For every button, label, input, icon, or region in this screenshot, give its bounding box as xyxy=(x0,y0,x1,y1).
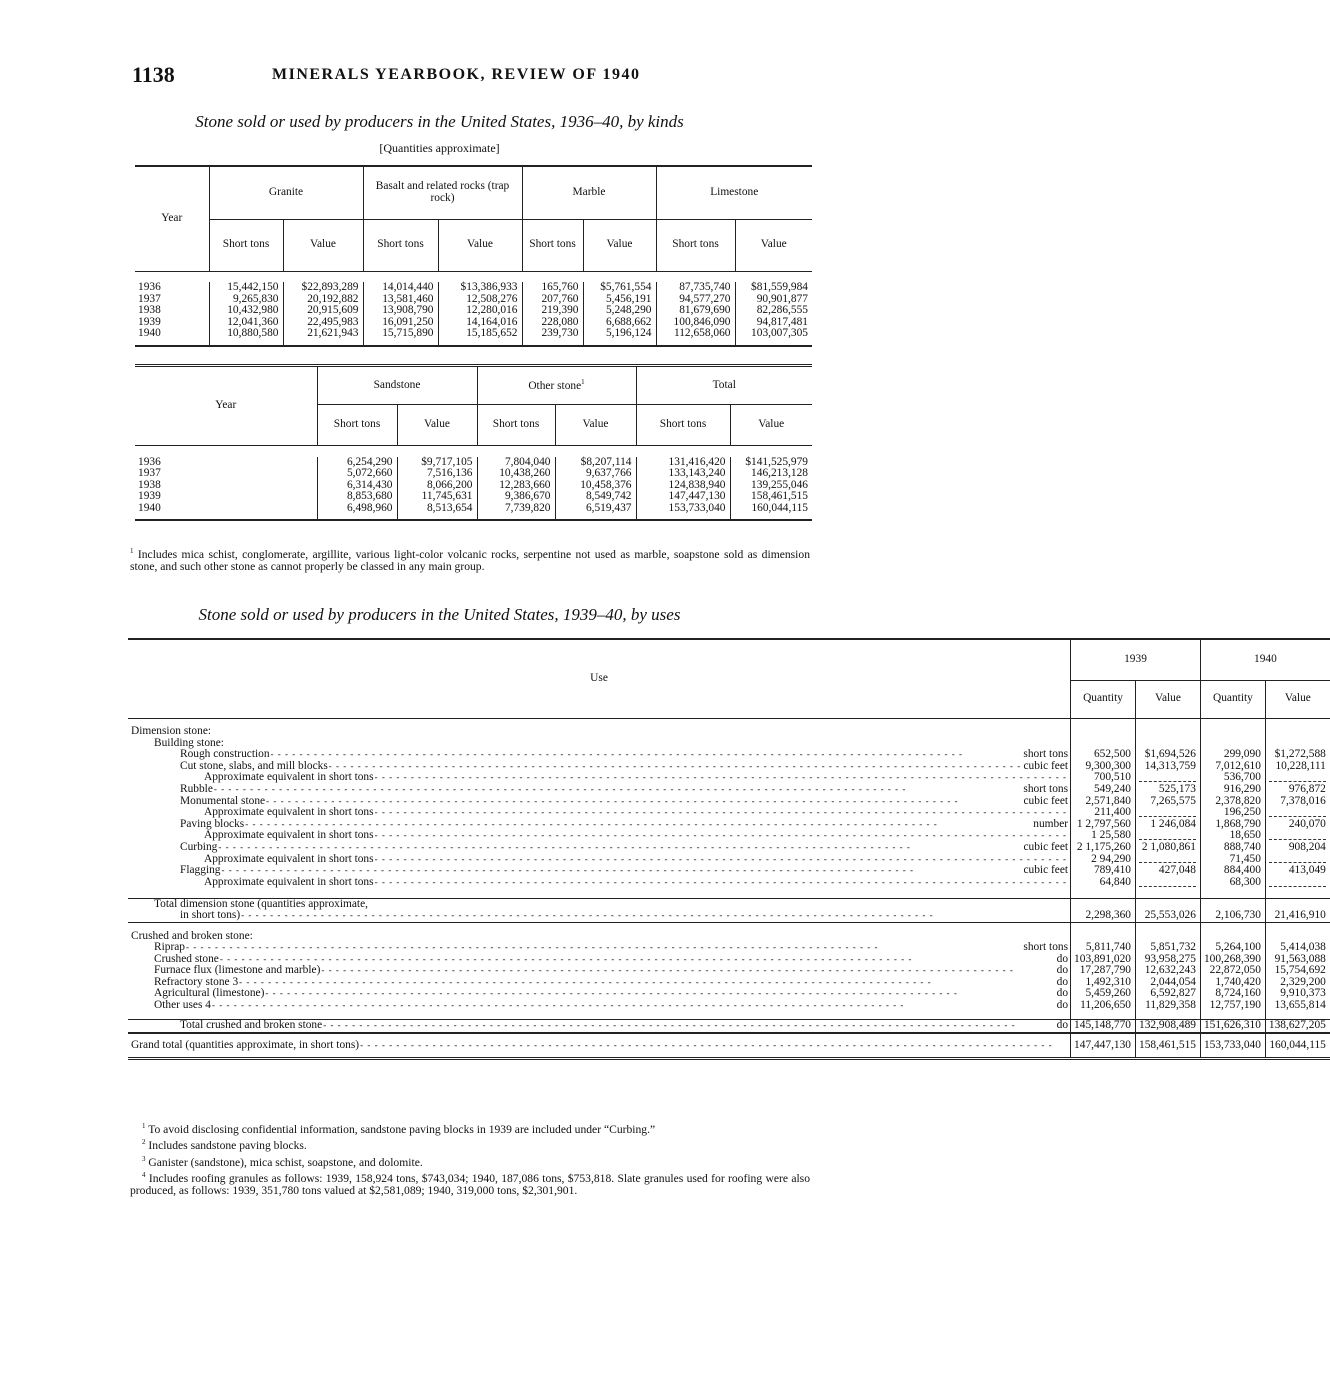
unit-label: do xyxy=(1056,952,1069,965)
total-dim-qty-1940: 2,106,730 xyxy=(1200,910,1265,922)
use-label-text: Approximate equivalent in short tons xyxy=(204,806,374,819)
data-cell: 13,655,814 xyxy=(1265,1000,1329,1012)
data-cell: 90,901,877 xyxy=(735,294,812,306)
use-label-text: Other uses 4 xyxy=(154,999,211,1012)
data-cell: 94,577,270 xyxy=(656,294,735,306)
granite-header: Granite xyxy=(209,166,363,219)
data-cell: 103,891,020 xyxy=(1071,954,1136,966)
data-cell: 16,091,250 xyxy=(363,317,438,329)
data-cell: 652,500 xyxy=(1071,749,1136,761)
data-cell: 15,442,150 xyxy=(209,282,283,294)
year-cell: 1939 xyxy=(138,490,161,503)
use-label-text: Approximate equivalent in short tons xyxy=(204,852,374,865)
data-cell: 2 94,290 xyxy=(1071,854,1136,866)
empty-cell-dash xyxy=(1269,855,1326,863)
table-row xyxy=(128,1000,1330,1012)
total-dim-val-1940: 21,416,910 xyxy=(1265,910,1329,922)
data-cell: 6,498,960 xyxy=(317,503,397,515)
data-cell: 139,255,046 xyxy=(730,480,812,492)
empty-cell-dash xyxy=(1139,832,1196,840)
basalt-value-header: Value xyxy=(438,219,522,271)
empty-cell-dash xyxy=(1139,809,1196,817)
data-cell: 2,329,200 xyxy=(1265,977,1329,989)
unit-label: short tons xyxy=(1023,941,1069,954)
table-row xyxy=(135,503,812,515)
unit-label: do xyxy=(1056,987,1069,1000)
building-stone-heading: Building stone: xyxy=(154,736,224,749)
data-cell: 5,248,290 xyxy=(583,305,656,317)
total-crushed-qty-1940: 151,626,310 xyxy=(1200,1020,1265,1033)
unit-label: do xyxy=(1056,999,1069,1012)
grand-qty-1939: 147,447,130 xyxy=(1071,1033,1136,1059)
data-cell: 7,265,575 xyxy=(1136,796,1201,808)
use-label-text: Cut stone, slabs, and mill blocks xyxy=(180,759,328,772)
data-cell: 87,735,740 xyxy=(656,282,735,294)
use-label-text: Curbing xyxy=(180,840,218,853)
data-cell xyxy=(1136,877,1201,889)
data-cell: 8,066,200 xyxy=(397,480,477,492)
basalt-header: Basalt and related rocks (trap rock) xyxy=(363,166,522,219)
footnote-mark: 2 xyxy=(142,1138,146,1147)
use-label-text: Flagging xyxy=(180,864,221,877)
data-cell: 160,044,115 xyxy=(730,503,812,515)
empty-cell-dash xyxy=(1139,855,1196,863)
data-cell: 10,228,111 xyxy=(1265,761,1329,773)
data-cell: 64,840 xyxy=(1071,877,1136,889)
data-cell: 100,846,090 xyxy=(656,317,735,329)
data-cell: 5,196,124 xyxy=(583,328,656,340)
data-cell: 5,264,100 xyxy=(1200,942,1265,954)
data-cell: 158,461,515 xyxy=(730,491,812,503)
data-cell: 207,760 xyxy=(522,294,583,306)
unit-label: number xyxy=(1033,817,1069,830)
use-label-text: Approximate equivalent in short tons xyxy=(204,771,374,784)
empty-cell-dash xyxy=(1269,832,1326,840)
empty-cell-dash xyxy=(1269,809,1326,817)
data-cell xyxy=(1265,807,1329,819)
table-uses-1939-40 xyxy=(128,638,1330,1060)
unit-label: cubic feet xyxy=(1023,840,1069,853)
total-dim-val-1939: 25,553,026 xyxy=(1136,910,1201,922)
use-label-text: Crushed stone xyxy=(154,952,219,965)
unit-label: cubic feet xyxy=(1023,759,1069,772)
data-cell: 219,390 xyxy=(522,305,583,317)
data-cell: 12,041,360 xyxy=(209,317,283,329)
data-cell: 146,213,128 xyxy=(730,468,812,480)
data-cell: 413,049 xyxy=(1265,865,1329,877)
data-cell: 22,872,050 xyxy=(1200,965,1265,977)
data-cell: $22,893,289 xyxy=(283,282,363,294)
use-header: Use xyxy=(128,639,1071,718)
total-crushed-qty-1939: 145,148,770 xyxy=(1071,1020,1136,1033)
data-cell: 14,014,440 xyxy=(363,282,438,294)
footnote-mark: 4 xyxy=(142,1171,146,1180)
table-row xyxy=(135,282,812,294)
unit-label: do xyxy=(1056,975,1069,988)
data-cell: 71,450 xyxy=(1200,854,1265,866)
data-cell: 916,290 xyxy=(1200,784,1265,796)
grand-total-label: Grand total (quantities approximate, in short tons) - - - xyxy=(131,1040,1068,1052)
data-cell: 13,581,460 xyxy=(363,294,438,306)
footnote-mark: 1 xyxy=(142,1122,146,1130)
table1-subtitle: [Quantities approximate] xyxy=(379,141,500,155)
data-cell: 8,853,680 xyxy=(317,491,397,503)
unit-label: cubic feet xyxy=(1023,864,1069,877)
data-cell: 68,300 xyxy=(1200,877,1265,889)
unit-label: do xyxy=(1056,964,1069,977)
data-cell: 6,314,430 xyxy=(317,480,397,492)
data-cell: 14,164,016 xyxy=(438,317,522,329)
data-cell: 11,206,650 xyxy=(1071,1000,1136,1012)
year-cell: 1936 xyxy=(138,281,161,293)
data-cell: 133,143,240 xyxy=(636,468,730,480)
data-cell: $81,559,984 xyxy=(735,282,812,294)
table-kinds-1936-40-continued xyxy=(135,364,812,521)
data-cell: 21,621,943 xyxy=(283,328,363,340)
data-cell: 1,740,420 xyxy=(1200,977,1265,989)
other-stone-label: Other stone xyxy=(528,379,582,392)
data-cell: 18,650 xyxy=(1200,830,1265,842)
table2-footnote xyxy=(130,545,810,574)
limestone-value-header: Value xyxy=(735,219,812,271)
data-cell: 124,838,940 xyxy=(636,480,730,492)
year-cell: 1938 xyxy=(138,304,161,317)
data-cell: 7,378,016 xyxy=(1265,796,1329,808)
data-cell: 8,724,160 xyxy=(1200,988,1265,1000)
data-cell: 15,185,652 xyxy=(438,328,522,340)
year-cell: 1938 xyxy=(138,478,161,491)
data-cell: 103,007,305 xyxy=(735,328,812,340)
footnote-text: Includes mica schist, conglomerate, argillite, various light-color volcanic rocks, serpentine not used as marble, soapstone sold as dimension stone, and such other stone as cannot properly be classed in any main group. xyxy=(130,547,810,574)
running-title: MINERALS YEARBOOK, REVIEW OF 1940 xyxy=(272,66,641,83)
data-cell: 239,730 xyxy=(522,328,583,340)
table-row xyxy=(128,865,1330,877)
data-cell: 5,811,740 xyxy=(1071,942,1136,954)
data-cell: 11,829,358 xyxy=(1136,1000,1201,1012)
val-1940-header: Value xyxy=(1265,680,1329,718)
year-cell: 1940 xyxy=(138,327,161,340)
data-cell: 1,492,310 xyxy=(1071,977,1136,989)
total-header: Total xyxy=(636,366,812,405)
use-label-text: Agricultural (limestone) xyxy=(154,987,265,1000)
use-label xyxy=(128,965,1071,977)
data-cell: 6,519,437 xyxy=(555,503,636,515)
footnote xyxy=(130,1169,810,1198)
data-cell: $1,694,526 xyxy=(1136,749,1201,761)
empty-cell-dash xyxy=(1269,774,1326,782)
data-cell: 20,915,609 xyxy=(283,305,363,317)
data-cell: 15,754,692 xyxy=(1265,965,1329,977)
year-1939-header: 1939 xyxy=(1071,639,1201,680)
other-value-header: Value xyxy=(555,405,636,446)
other-stone-footnote-ref: 1 xyxy=(581,377,585,386)
data-cell: 228,080 xyxy=(522,317,583,329)
crushed-stone-heading: Crushed and broken stone: xyxy=(131,929,253,942)
footnote-mark: 3 xyxy=(142,1154,146,1163)
marble-header: Marble xyxy=(522,166,656,219)
data-cell: 299,090 xyxy=(1200,749,1265,761)
total-crushed-val-1940: 138,627,205 xyxy=(1265,1020,1329,1033)
data-cell: 7,739,820 xyxy=(477,503,555,515)
data-cell: 165,760 xyxy=(522,282,583,294)
data-cell: 11,745,631 xyxy=(397,491,477,503)
data-cell: 6,254,290 xyxy=(317,457,397,469)
data-cell: 5,459,260 xyxy=(1071,988,1136,1000)
data-cell: 536,700 xyxy=(1200,772,1265,784)
total-value-header: Value xyxy=(730,405,812,446)
data-cell: 94,817,481 xyxy=(735,317,812,329)
year-cell: 1937 xyxy=(138,292,161,305)
data-cell: 789,410 xyxy=(1071,865,1136,877)
use-label xyxy=(128,772,1071,784)
data-cell: 1 246,084 xyxy=(1136,819,1201,831)
data-cell: $8,207,114 xyxy=(555,457,636,469)
data-cell: 211,400 xyxy=(1071,807,1136,819)
table3-title: Stone sold or used by producers in the United States, 1939–40, by uses xyxy=(198,605,681,624)
empty-cell-dash xyxy=(1139,879,1196,887)
data-cell: 9,637,766 xyxy=(555,468,636,480)
data-cell: 12,757,190 xyxy=(1200,1000,1265,1012)
use-label-text: Monumental stone xyxy=(180,794,266,807)
data-cell: 700,510 xyxy=(1071,772,1136,784)
other-stone-header xyxy=(477,366,636,405)
data-cell: 100,268,390 xyxy=(1200,954,1265,966)
footnote xyxy=(130,1136,810,1152)
granite-tons-header: Short tons xyxy=(209,219,283,271)
unit-label: short tons xyxy=(1023,748,1069,761)
grand-val-1940: 160,044,115 xyxy=(1265,1033,1329,1059)
data-cell: $9,717,105 xyxy=(397,457,477,469)
table1-title: Stone sold or used by producers in the United States, 1936–40, by kinds xyxy=(195,112,684,131)
basalt-tons-header: Short tons xyxy=(363,219,438,271)
qty-1940-header: Quantity xyxy=(1200,680,1265,718)
data-cell: 2,571,840 xyxy=(1071,796,1136,808)
data-cell: 17,287,790 xyxy=(1071,965,1136,977)
data-cell: 9,386,670 xyxy=(477,491,555,503)
data-cell: 22,495,983 xyxy=(283,317,363,329)
footnote xyxy=(130,1153,810,1169)
year-1940-header: 1940 xyxy=(1200,639,1329,680)
year-cell: 1936 xyxy=(138,455,161,468)
unit-label: short tons xyxy=(1023,782,1069,795)
data-cell: 10,438,260 xyxy=(477,468,555,480)
data-cell: 2,044,054 xyxy=(1136,977,1201,989)
data-cell: 147,447,130 xyxy=(636,491,730,503)
running-header xyxy=(132,62,812,92)
dimension-stone-heading: Dimension stone: xyxy=(131,725,212,737)
data-cell: 884,400 xyxy=(1200,865,1265,877)
data-cell: 5,414,038 xyxy=(1265,942,1329,954)
table-row xyxy=(128,942,1330,954)
footnote-mark: 1 xyxy=(130,547,134,555)
footnote-text: Includes sandstone paving blocks. xyxy=(148,1139,307,1153)
use-label-text: Furnace flux (limestone and marble) xyxy=(154,964,321,977)
sandstone-header: Sandstone xyxy=(317,366,477,405)
data-cell: $1,272,588 xyxy=(1265,749,1329,761)
total-dimension-label-2: in short tons) - - - xyxy=(180,910,1066,922)
data-cell: 7,804,040 xyxy=(477,457,555,469)
limestone-header: Limestone xyxy=(656,166,812,219)
table-row xyxy=(135,468,812,480)
data-cell: 2 1,175,260 xyxy=(1071,842,1136,854)
data-cell: 240,070 xyxy=(1265,819,1329,831)
data-cell: 9,265,830 xyxy=(209,294,283,306)
use-label-text: Rough construction xyxy=(180,748,270,761)
data-cell: 13,908,790 xyxy=(363,305,438,317)
table-kinds-1936-40 xyxy=(135,165,812,347)
data-cell: 908,204 xyxy=(1265,842,1329,854)
empty-cell-dash xyxy=(1139,774,1196,782)
data-cell xyxy=(1136,807,1201,819)
granite-value-header: Value xyxy=(283,219,363,271)
use-label-text: Approximate equivalent in short tons xyxy=(204,875,374,888)
data-cell: 20,192,882 xyxy=(283,294,363,306)
qty-1939-header: Quantity xyxy=(1071,680,1136,718)
table-row xyxy=(128,772,1330,784)
data-cell: $141,525,979 xyxy=(730,457,812,469)
total-tons-header: Short tons xyxy=(636,405,730,446)
use-label xyxy=(128,784,1071,796)
use-label xyxy=(128,854,1071,866)
data-cell: 14,313,759 xyxy=(1136,761,1201,773)
use-label xyxy=(128,842,1071,854)
data-cell: 131,416,420 xyxy=(636,457,730,469)
unit-label: cubic feet xyxy=(1023,794,1069,807)
use-label xyxy=(128,865,1071,877)
data-cell: $5,761,554 xyxy=(583,282,656,294)
table-row xyxy=(128,784,1330,796)
grand-qty-1940: 153,733,040 xyxy=(1200,1033,1265,1059)
grand-val-1939: 158,461,515 xyxy=(1136,1033,1201,1059)
total-crushed-val-1939: 132,908,489 xyxy=(1136,1020,1201,1033)
data-cell: 8,549,742 xyxy=(555,491,636,503)
data-cell: 91,563,088 xyxy=(1265,954,1329,966)
data-cell: 1,868,790 xyxy=(1200,819,1265,831)
sandstone-tons-header: Short tons xyxy=(317,405,397,446)
total-dimension-label-1: Total dimension stone (quantities approximate, xyxy=(154,897,368,910)
footnote-text: Includes roofing granules as follows: 1939, 158,924 tons, $743,034; 1940, 187,086 tons, $753,818. Slate granules used for roofing were also produced, as follows: 1939, 351,780 tons valued at $2,581,089; 1940, 319,000 tons, $2,301,901. xyxy=(130,1171,810,1198)
use-label-text: Refractory stone 3 xyxy=(154,975,239,988)
year-header-2: Year xyxy=(135,366,317,446)
table-row xyxy=(128,842,1330,854)
year-cell: 1937 xyxy=(138,467,161,480)
total-dim-qty-1939: 2,298,360 xyxy=(1071,910,1136,922)
data-cell: $13,386,933 xyxy=(438,282,522,294)
data-cell: 976,872 xyxy=(1265,784,1329,796)
data-cell: 2 1,080,861 xyxy=(1136,842,1201,854)
data-cell: 1 2,797,560 xyxy=(1071,819,1136,831)
data-cell: 7,516,136 xyxy=(397,468,477,480)
data-cell: 5,072,660 xyxy=(317,468,397,480)
data-cell: 9,910,373 xyxy=(1265,988,1329,1000)
year-header: Year xyxy=(135,166,209,271)
data-cell: 6,688,662 xyxy=(583,317,656,329)
data-cell: 153,733,040 xyxy=(636,503,730,515)
use-label-text: Rubble xyxy=(180,782,213,795)
data-cell: 15,715,890 xyxy=(363,328,438,340)
use-label xyxy=(128,807,1071,819)
use-label xyxy=(128,988,1071,1000)
data-cell: 7,012,610 xyxy=(1200,761,1265,773)
limestone-tons-header: Short tons xyxy=(656,219,735,271)
table-row xyxy=(128,854,1330,866)
use-label-text: Paving blocks xyxy=(180,817,245,830)
data-cell: 82,286,555 xyxy=(735,305,812,317)
data-cell xyxy=(1265,877,1329,889)
footnote-text: To avoid disclosing confidential information, sandstone paving blocks in 1939 are included under “Curbing.” xyxy=(148,1122,656,1136)
use-label xyxy=(128,942,1071,954)
data-cell: 549,240 xyxy=(1071,784,1136,796)
empty-cell-dash xyxy=(1269,879,1326,887)
footnote-text: Ganister (sandstone), mica schist, soapstone, and dolomite. xyxy=(148,1155,423,1169)
data-cell: 10,458,376 xyxy=(555,480,636,492)
page-number: 1138 xyxy=(132,62,175,87)
table3-footnotes xyxy=(130,1120,810,1198)
use-label xyxy=(128,1000,1071,1012)
total-crushed-label: Total crushed and broken stone - - - do xyxy=(180,1020,1068,1032)
year-cell: 1940 xyxy=(138,501,161,514)
use-label xyxy=(128,830,1071,842)
data-cell: 5,851,732 xyxy=(1136,942,1201,954)
data-cell: 196,250 xyxy=(1200,807,1265,819)
data-cell: 6,592,827 xyxy=(1136,988,1201,1000)
data-cell: 888,740 xyxy=(1200,842,1265,854)
data-cell: 427,048 xyxy=(1136,865,1201,877)
use-label xyxy=(128,977,1071,989)
use-label-text: Approximate equivalent in short tons xyxy=(204,829,374,842)
other-tons-header: Short tons xyxy=(477,405,555,446)
data-cell: 10,880,580 xyxy=(209,328,283,340)
data-cell: 9,300,300 xyxy=(1071,761,1136,773)
data-cell: 12,508,276 xyxy=(438,294,522,306)
table-row xyxy=(128,877,1330,889)
data-cell: 5,456,191 xyxy=(583,294,656,306)
data-cell: 112,658,060 xyxy=(656,328,735,340)
data-cell: 12,283,660 xyxy=(477,480,555,492)
data-cell: 1 25,580 xyxy=(1071,830,1136,842)
table-row xyxy=(128,807,1330,819)
year-cell: 1939 xyxy=(138,315,161,328)
data-cell: 525,173 xyxy=(1136,784,1201,796)
use-label-text: Riprap xyxy=(154,941,186,954)
sandstone-value-header: Value xyxy=(397,405,477,446)
data-cell: 2,378,820 xyxy=(1200,796,1265,808)
data-cell: 12,632,243 xyxy=(1136,965,1201,977)
data-cell: 10,432,980 xyxy=(209,305,283,317)
marble-tons-header: Short tons xyxy=(522,219,583,271)
use-label xyxy=(128,877,1071,889)
footnote xyxy=(130,1120,810,1136)
data-cell: 12,280,016 xyxy=(438,305,522,317)
table-row xyxy=(135,328,812,340)
marble-value-header: Value xyxy=(583,219,656,271)
data-cell: 8,513,654 xyxy=(397,503,477,515)
data-cell: 81,679,690 xyxy=(656,305,735,317)
val-1939-header: Value xyxy=(1136,680,1201,718)
data-cell: 93,958,275 xyxy=(1136,954,1201,966)
